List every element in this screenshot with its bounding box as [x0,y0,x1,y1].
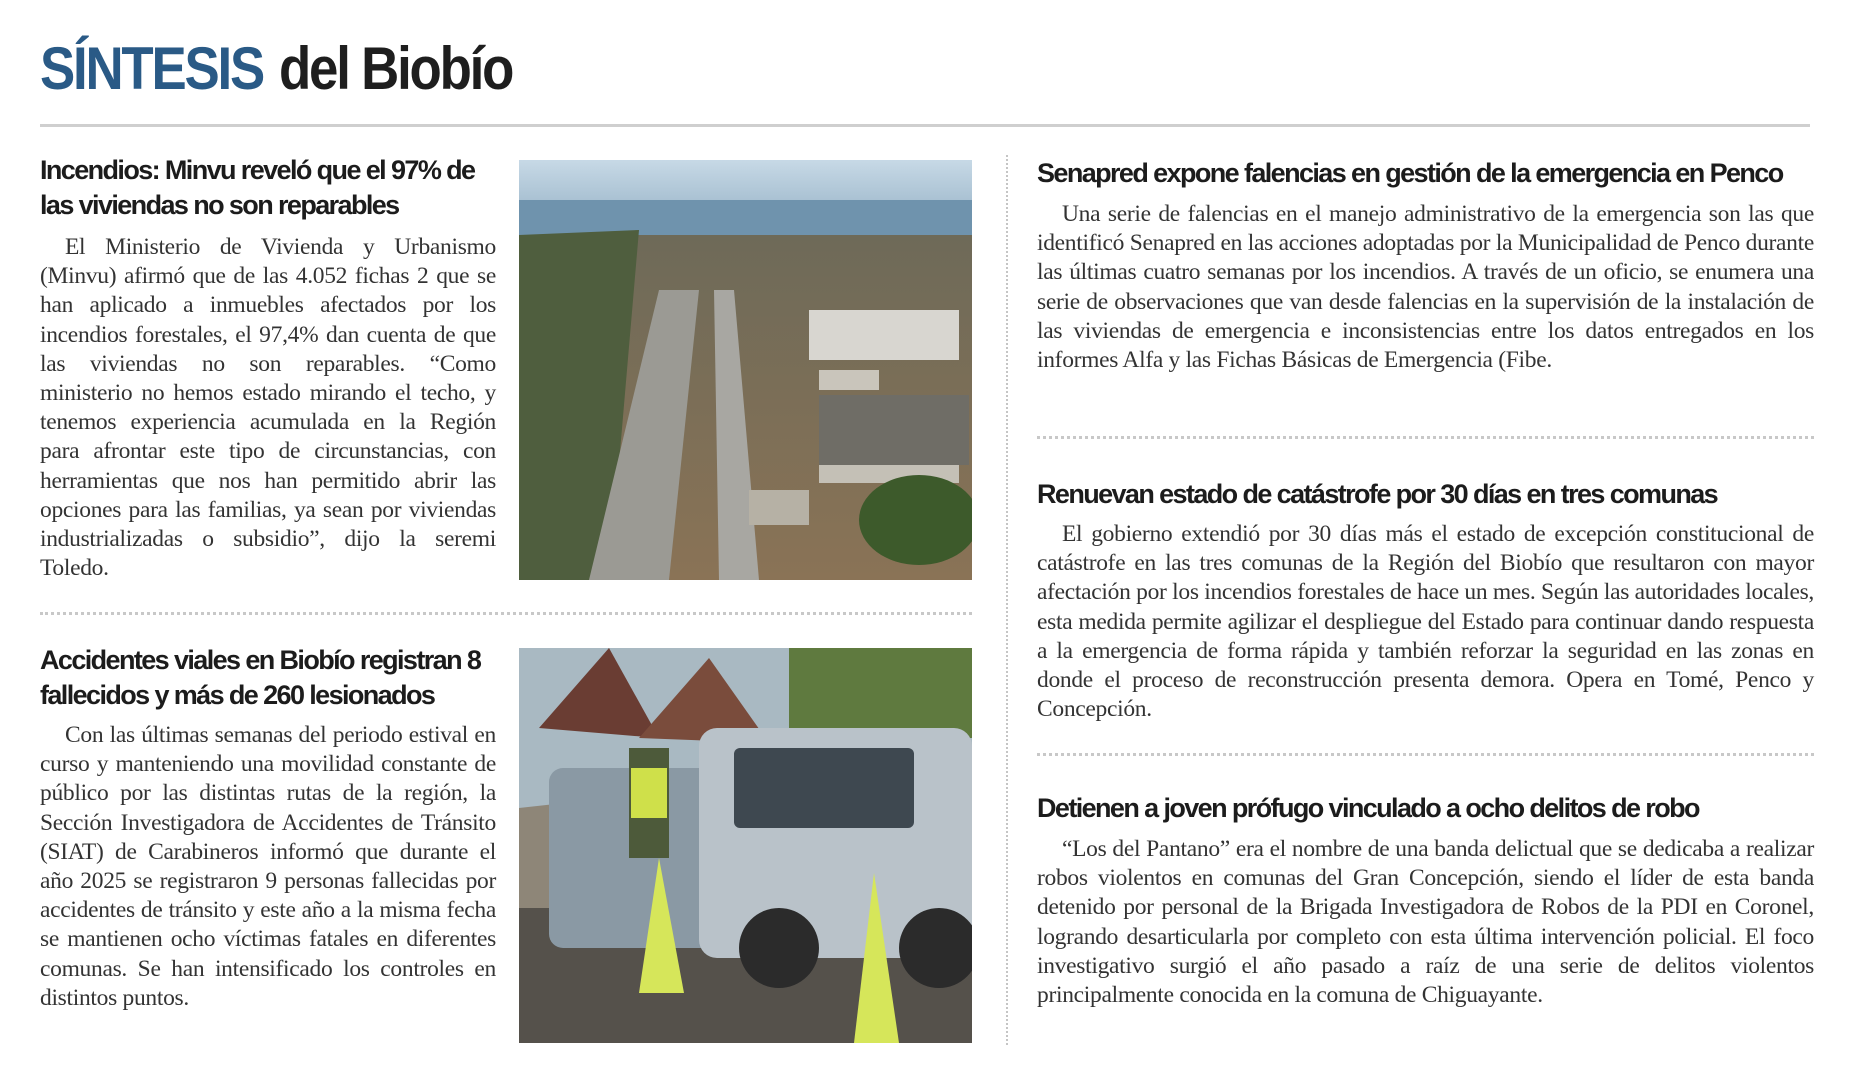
article-divider [1037,753,1814,756]
column-divider [1006,155,1008,1045]
article-body-minvu: El Ministerio de Vivienda y Urbanismo (Minvu) afirmó que de las 4.052 fichas 2 que se han aplicado a inmuebles afectados por los incendios forestales, el 97,4% dan cuenta de que las viviendas no son reparables. “Como ministerio no hemos estado mirando el techo, y tenemos experiencia acumulada en la Región para afrontar este tipo de circunstancias, con herramientas que nos han permitido abrir las opciones para las familias, ya sean por viviendas industrializadas o subsidio”, dijo la seremi Toledo. [40,234,496,582]
masthead [40,34,544,114]
article-headline-senapred[interactable]: Senapred expone falencias en gestión de la emergencia en Penco [1037,158,1783,188]
masthead-rule [40,124,1810,127]
aerial-burned-town-photo [519,160,972,580]
masthead-rest: del Biobío [279,35,513,102]
article-headline-catastrofe[interactable]: Renuevan estado de catástrofe por 30 días en tres comunas [1037,479,1718,509]
masthead-accent: SÍNTESIS [40,35,263,102]
article-headline-accidentes[interactable]: Accidentes viales en Biobío registran 8 fallecidos y más de 260 lesionados [40,645,481,710]
article-body-profugo: “Los del Pantano” era el nombre de una banda delictual que se dedicaba a realizar robos violentos en comunas del Gran Concepción, siendo el líder de esta banda detenido por personal de la Brigada Investigadora de Robos de la PDI en Coronel, logrando desarticularla por completo con esta última intervención policial. El foco investigativo surgió el año pasado a raíz de una serie de delitos violentos principalmente conocida en la comuna de Chiguayante. [1037,836,1814,1009]
article-divider [40,612,972,615]
article-body-accidentes: Con las últimas semanas del periodo estival en curso y manteniendo una movilidad constante de público por las distintas rutas de la región, la Sección Investigadora de Accidentes de Tránsito (SIAT) de Carabineros informó que durante el año 2025 se registraron 9 personas fallecidas por accidentes de tránsito y este año a la misma fecha se mantienen ocho víctimas fatales en diferentes comunas. Se han intensificado los controles en distintos puntos. [40,722,496,1011]
article-body-catastrofe: El gobierno extendió por 30 días más el estado de excepción constitucional de catástrofe en las tres comunas de la Región del Biobío que resultaron con mayor afectación por los incendios forestales de hace un mes. Según las autoridades locales, esta medida permite agilizar el despliegue del Estado para continuar dando respuesta a la emergencia de forma rápida y también reforzar la seguridad en las zonas en donde el proceso de reconstrucción presenta demora. Opera en Tomé, Penco y Concepción. [1037,521,1814,723]
traffic-control-photo [519,648,972,1043]
article-headline-minvu[interactable]: Incendios: Minvu reveló que el 97% de las viviendas no son reparables [40,155,475,220]
article-divider [1037,436,1814,439]
article-headline-profugo[interactable]: Detienen a joven prófugo vinculado a ocho delitos de robo [1037,793,1699,823]
article-body-senapred: Una serie de falencias en el manejo administrativo de la emergencia son las que identificó Senapred en las acciones adoptadas por la Municipalidad de Penco durante las últimas cuatro semanas por los incendios. A través de un oficio, se enumera una serie de observaciones que van desde falencias en la supervisión de la instalación de las viviendas de emergencia e inconsistencias entre los datos entregados en los informes Alfa y las Fichas Básicas de Emergencia (Fibe. [1037,201,1814,374]
